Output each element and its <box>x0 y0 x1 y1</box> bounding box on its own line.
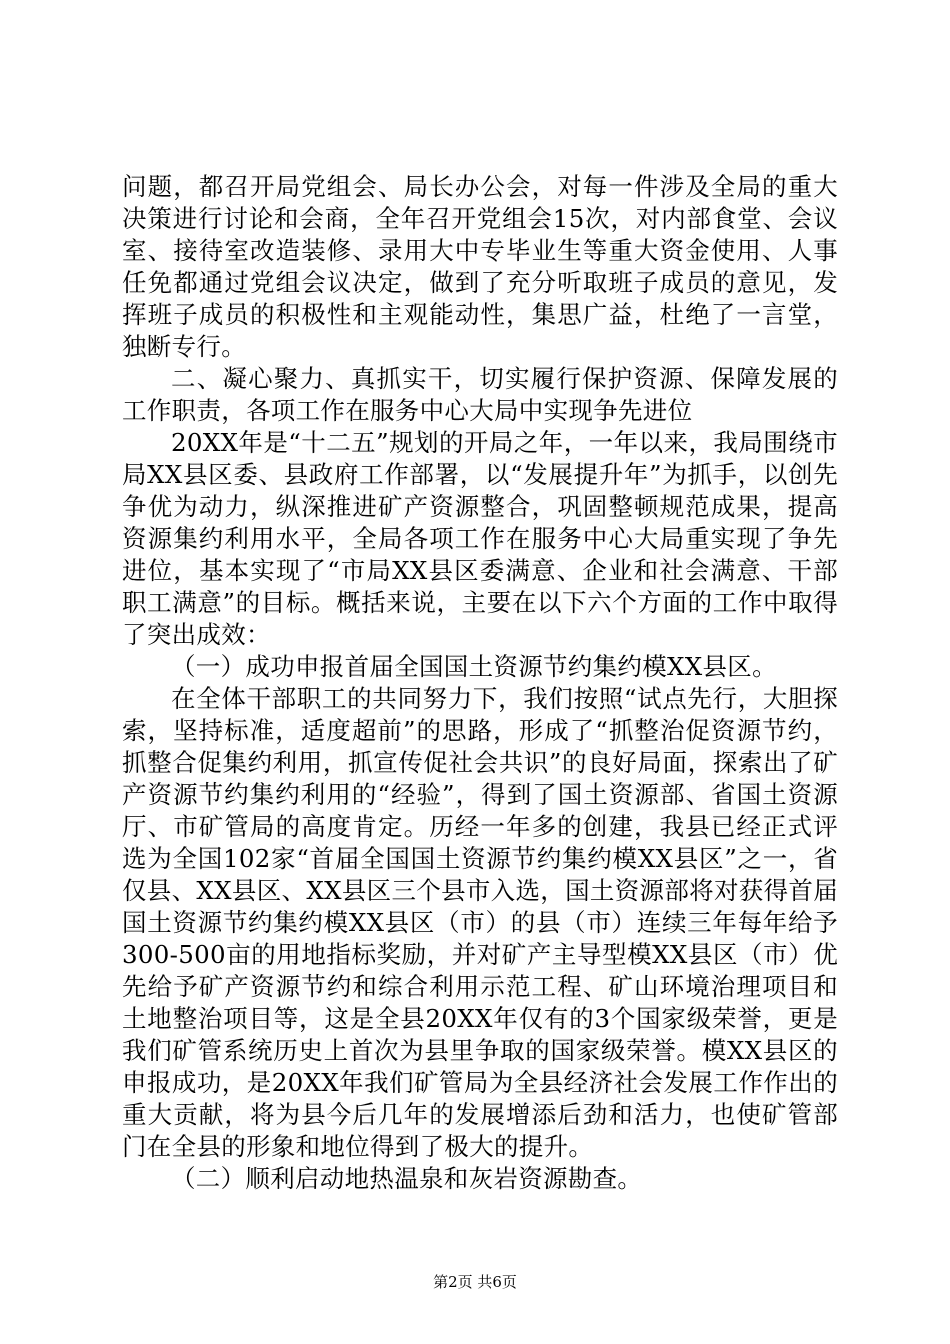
subheading-two: （二）顺利启动地热温泉和灰岩资源勘查。 <box>171 1164 643 1193</box>
page-number-footer: 第2页 共6页 <box>433 1273 517 1291</box>
document-body <box>122 171 838 1195</box>
section-heading-two: 二、凝心聚力、真抓实干，切实履行保护资源、保障发展的工作职责，各项工作在服务中心大局中实现争先进位 <box>122 364 838 425</box>
paragraph-continuation: 问题，都召开局党组会、局长办公会，对每一件涉及全局的重大决策进行讨论和会商，全年召开党组会15次，对内部食堂、会议室、接待室改造装修、录用大中专毕业生等重大资金使用、人事任免都通过党组会议决定，做到了充分听取班子成员的意见，发挥班子成员的积极性和主观能动性，集思广益，杜绝了一言堂，独断专行。 <box>122 172 838 361</box>
paragraph-overview: 20XX年是“十二五”规划的开局之年，一年以来，我局围绕市局XX县区委、县政府工作部署，以“发展提升年”为抓手，以创先争优为动力，纵深推进矿产资源整合，巩固整顿规范成果，提高资源集约利用水平，全局各项工作在服务中心大局重实现了争先进位，基本实现了“市局XX县区委满意、企业和社会满意、干部职工满意”的目标。概括来说，主要在以下六个方面的工作中取得了突出成效： <box>122 428 838 649</box>
paragraph-detail: 在全体干部职工的共同努力下，我们按照“试点先行，大胆探索，坚持标准，适度超前”的思路，形成了“抓整治促资源节约，抓整合促集约利用，抓宣传促社会共识”的良好局面，探索出了矿产资源节约集约利用的“经验”，得到了国土资源部、省国土资源厅、市矿管局的高度肯定。历经一年多的创建，我县已经正式评选为全国102家“首届全国国土资源节约集约模XX县区”之一，省仅县、XX县区、XX县区三个县市入选，国土资源部将对获得首届国土资源节约集约模XX县区（市）的县（市）连续三年每年给予300-500亩的用地指标奖励，并对矿产主导型模XX县区（市）优先给予矿产资源节约和综合利用示范工程、矿山环境治理项目和土地整治项目等，这是全县20XX年仅有的3个国家级荣誉，更是我们矿管系统历史上首次为县里争取的国家级荣誉。模XX县区的申报成功，是20XX年我们矿管局为全县经济社会发展工作作出的重大贡献，将为县今后几年的发展增添后劲和活力，也使矿管部门在全县的形象和地位得到了极大的提升。 <box>122 684 838 1161</box>
subheading-one: （一）成功申报首届全国国土资源节约集约模XX县区。 <box>171 652 777 681</box>
